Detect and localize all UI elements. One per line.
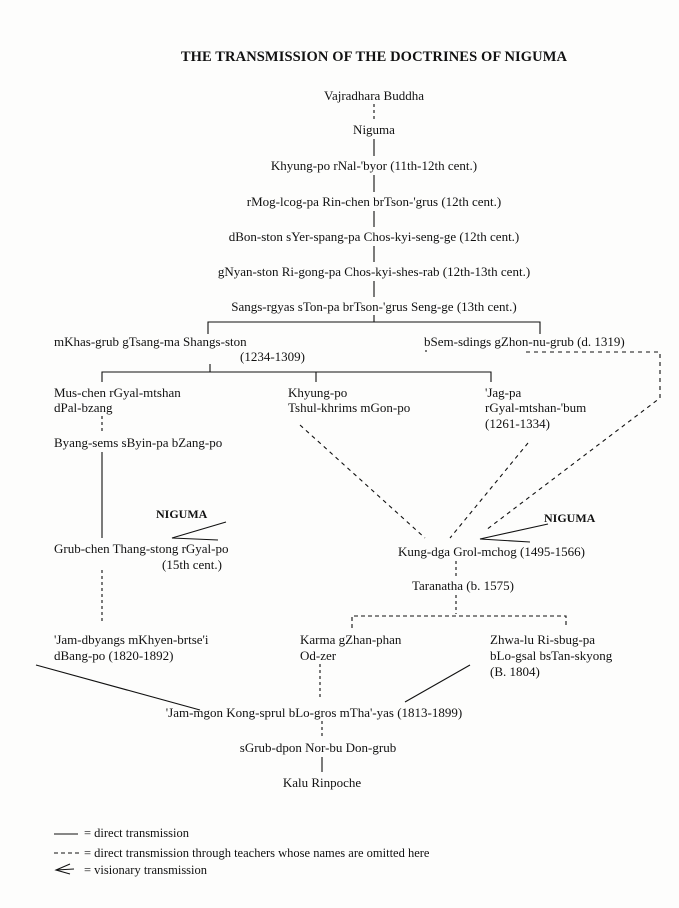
node-bsem: bSem-sdings gZhon-nu-grub (d. 1319): [424, 334, 625, 349]
node-jamgon: 'Jam-mgon Kong-sprul bLo-gros mTha'-yas (1813-1899): [165, 705, 463, 720]
node-kung: Kung-dga Grol-mchog (1495-1566): [398, 544, 586, 559]
edge-zhwa-jamgon: [405, 665, 470, 702]
node-jam-line2: dBang-po (1820-1892): [54, 648, 174, 663]
node-zhwa-line3: (B. 1804): [490, 664, 540, 679]
node-karma-line2: Od-zer: [300, 648, 337, 663]
node-khyungpo2-line1: Khyung-po: [288, 385, 348, 400]
legend-visionary: = visionary transmission: [84, 863, 208, 877]
node-khyungpo2-line2: Tshul-khrims mGon-po: [288, 400, 411, 415]
node-mkhas-date: (1234-1309): [240, 349, 305, 364]
node-jagpa-line2: rGyal-mtshan-'bum: [485, 400, 587, 415]
node-taranatha: Taranatha (b. 1575): [412, 578, 514, 593]
edge-tier2-bar: [102, 372, 491, 382]
node-rmog: rMog-lcog-pa Rin-chen brTson-'grus (12th cent.): [246, 194, 502, 209]
legend-direct: = direct transmission: [84, 826, 189, 840]
node-kalu: Kalu Rinpoche: [282, 775, 362, 790]
node-khyungpo: Khyung-po rNal-'byor (11th-12th cent.): [270, 158, 478, 173]
edge-jam-jamgon: [36, 665, 200, 710]
node-niguma: Niguma: [353, 122, 395, 137]
node-byang: Byang-sems sByin-pa bZang-po: [54, 435, 223, 450]
visionary-label-left: NIGUMA: [156, 507, 208, 521]
node-jagpa-line3: (1261-1334): [485, 416, 550, 431]
edge-tshul-kung-dashed: [300, 425, 425, 538]
page-title: THE TRANSMISSION OF THE DOCTRINES OF NIGUMA: [180, 49, 568, 65]
node-karma-line1: Karma gZhan-phan: [300, 632, 402, 647]
node-zhwa-line2: bLo-gsal bsTan-skyong: [490, 648, 613, 663]
legend-dashed: = direct transmission through teachers whose names are omitted here: [84, 846, 430, 860]
node-gnyan: gNyan-ston Ri-gong-pa Chos-kyi-shes-rab (12th-13th cent.): [217, 264, 531, 279]
node-vajradhara: Vajradhara Buddha: [324, 88, 424, 103]
node-grub-line1: Grub-chen Thang-stong rGyal-po: [54, 541, 229, 556]
edge-branch-bar: [208, 322, 540, 334]
visionary-label-right: NIGUMA: [544, 511, 596, 525]
edge-bsem-kung-dashed: [486, 352, 660, 530]
node-sgrub: sGrub-dpon Nor-bu Don-grub: [239, 740, 397, 755]
node-mkhas: mKhas-grub gTsang-ma Shangs-ston: [54, 334, 247, 349]
node-mus-line2: dPal-bzang: [54, 400, 113, 415]
node-zhwa-line1: Zhwa-lu Ri-sbug-pa: [490, 632, 596, 647]
node-dbon: dBon-ston sYer-spang-pa Chos-kyi-seng-ge (12th cent.): [228, 229, 520, 244]
edge-jagpa-kung-dashed: [450, 443, 528, 538]
node-jam-line1: 'Jam-dbyangs mKhyen-brtse'i: [54, 632, 209, 647]
visionary-arrow-left: [172, 522, 226, 540]
node-jagpa-line1: 'Jag-pa: [485, 385, 522, 400]
node-mus-line1: Mus-chen rGyal-mtshan: [54, 385, 181, 400]
node-grub-line2: (15th cent.): [162, 557, 222, 572]
node-sangs: Sangs-rgyas sTon-pa brTson-'grus Seng-ge (13th cent.): [231, 299, 517, 314]
edge-taranatha-bar: [352, 616, 566, 628]
